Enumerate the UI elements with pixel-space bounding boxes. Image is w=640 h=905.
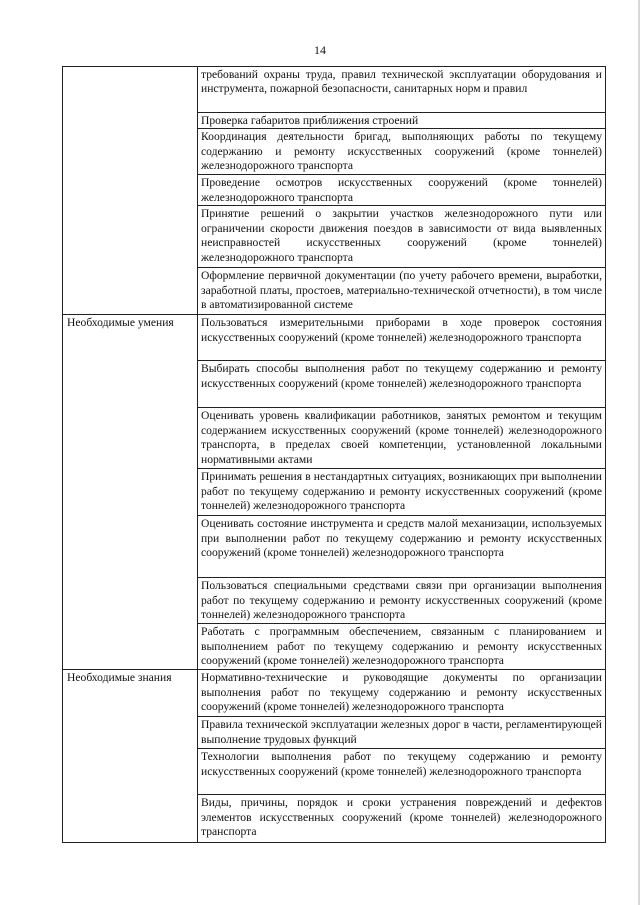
page-number: 14 <box>314 43 326 57</box>
requirement-item: Проверка габаритов приближения строений <box>198 113 606 129</box>
requirement-item: Принимать решения в нестандартных ситуациях, возникающих при выполнении работ по текущему содержанию и ремонту искусственных сооружений (кроме тоннелей) железнодорожного транспорта <box>198 469 606 516</box>
requirement-item: Оценивать уровень квалификации работников, занятых ремонтом и текущим содержанием искусственных сооружений (кроме тоннелей) железнодорожного транспорта, в пределах своей компетенции, установленной локальными нормативными актами <box>198 408 606 469</box>
requirements-table <box>62 66 606 843</box>
requirement-item: Координация деятельности бригад, выполняющих работы по текущему содержанию и ремонту искусственных сооружений (кроме тоннелей) железнодорожного транспорта <box>198 129 606 175</box>
requirement-item: требований охраны труда, правил технической эксплуатации оборудования и инструмента, пожарной безопасности, санитарных норм и правил <box>198 67 606 113</box>
section-label <box>63 67 198 315</box>
requirement-item: Виды, причины, порядок и сроки устранения повреждений и дефектов элементов искусственных сооружений (кроме тоннелей) железнодорожного транспорта <box>198 795 606 843</box>
requirement-item: Принятие решений о закрытии участков железнодорожного пути или ограничении скорости движения поездов в зависимости от вида выявленных неисправностей искусственных сооружений (кроме тоннелей) железнодорожного транспорта <box>198 206 606 268</box>
requirement-item: Правила технической эксплуатации железных дорог в части, регламентирующей выполнение трудовых функций <box>198 717 606 749</box>
section-label: Необходимые знания <box>63 670 198 843</box>
requirement-item: Пользоваться измерительными приборами в ходе проверок состояния искусственных сооружений (кроме тоннелей) железнодорожного транспорта <box>198 315 606 361</box>
requirement-item: Работать с программным обеспечением, связанным с планированием и выполнением работ по текущему содержанию и ремонту искусственных сооружений (кроме тоннелей) железнодорожного транспорта <box>198 624 606 670</box>
requirement-item: Пользоваться специальными средствами связи при организации выполнения работ по текущему содержанию и ремонту искусственных сооружений (кроме тоннелей) железнодорожного транспорта <box>198 578 606 624</box>
requirement-item: Оформление первичной документации (по учету рабочего времени, выработки, заработной платы, простоев, материально-технической отчетности), в том числе в автоматизированной системе <box>198 268 606 315</box>
requirement-item: Проведение осмотров искусственных сооружений (кроме тоннелей) железнодорожного транспорта <box>198 175 606 206</box>
table-row <box>63 315 606 361</box>
requirement-item: Нормативно-технические и руководящие документы по организации выполнения работ по текущему содержанию и ремонту искусственных сооружений (кроме тоннелей) железнодорожного транспорта <box>198 670 606 717</box>
section-label: Необходимые умения <box>63 315 198 670</box>
requirement-item: Оценивать состояние инструмента и средств малой механизации, используемых при выполнении работ по текущему содержанию и ремонту искусственных сооружений (кроме тоннелей) железнодорожного транспорта <box>198 516 606 578</box>
requirement-item: Выбирать способы выполнения работ по текущему содержанию и ремонту искусственных сооружений (кроме тоннелей) железнодорожного транспорта <box>198 361 606 408</box>
table-row <box>63 67 606 113</box>
requirement-item: Технологии выполнения работ по текущему содержанию и ремонту искусственных сооружений (кроме тоннелей) железнодорожного транспорта <box>198 749 606 795</box>
table-row <box>63 670 606 717</box>
